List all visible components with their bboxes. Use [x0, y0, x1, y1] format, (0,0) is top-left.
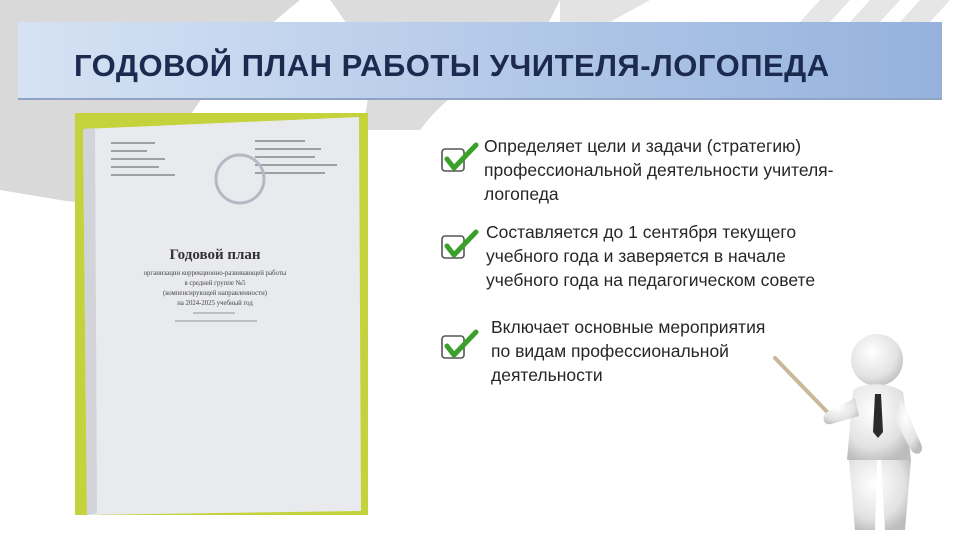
bullet-1-line-3: логопеда [484, 184, 559, 204]
document-photo [75, 113, 368, 515]
bullet-item-2 [486, 220, 815, 292]
pointer-stick [775, 358, 833, 418]
bullet-2-line-3: учебного года на педагогическом совете [486, 270, 816, 290]
doc-line-1: организации коррекционно-развивающей работы [143, 270, 287, 277]
background-stripes [800, 0, 950, 22]
slide-title: ГОДОВОЙ ПЛАН РАБОТЫ УЧИТЕЛЯ-ЛОГОПЕДА [74, 48, 830, 83]
bullet-3-line-1: Включает основные мероприятия [491, 317, 766, 337]
bullet-1-line-2: профессиональной деятельности учителя- [484, 160, 834, 180]
checkmark-icon [440, 141, 480, 177]
figure-head [851, 334, 903, 386]
paper-sheet [83, 117, 361, 515]
checkmark-icon [440, 328, 480, 364]
bullet-3-line-3: деятельности [491, 365, 603, 385]
doc-line-4: на 2024-2025 учебный год [177, 300, 253, 307]
doc-heading: Годовой план [169, 247, 261, 263]
bullet-2-line-1: Составляется до 1 сентября текущего [486, 222, 797, 242]
bullet-item-3 [491, 315, 765, 387]
presenter-figure-illustration [735, 320, 960, 535]
figure-legs [849, 460, 911, 530]
bullet-3-line-2: по видам профессиональной [491, 341, 729, 361]
background-swoosh-right [560, 0, 650, 22]
bullet-item-1 [484, 134, 834, 206]
bullet-1-line-1: Определяет цели и задачи (стратегию) [484, 136, 802, 156]
doc-line-3: (компенсирующей направленности) [163, 290, 267, 297]
doc-line-2: в средней группе №5 [184, 280, 246, 287]
bullet-2-line-2: учебного года и заверяется в начале [486, 246, 786, 266]
checkmark-icon [440, 228, 480, 264]
